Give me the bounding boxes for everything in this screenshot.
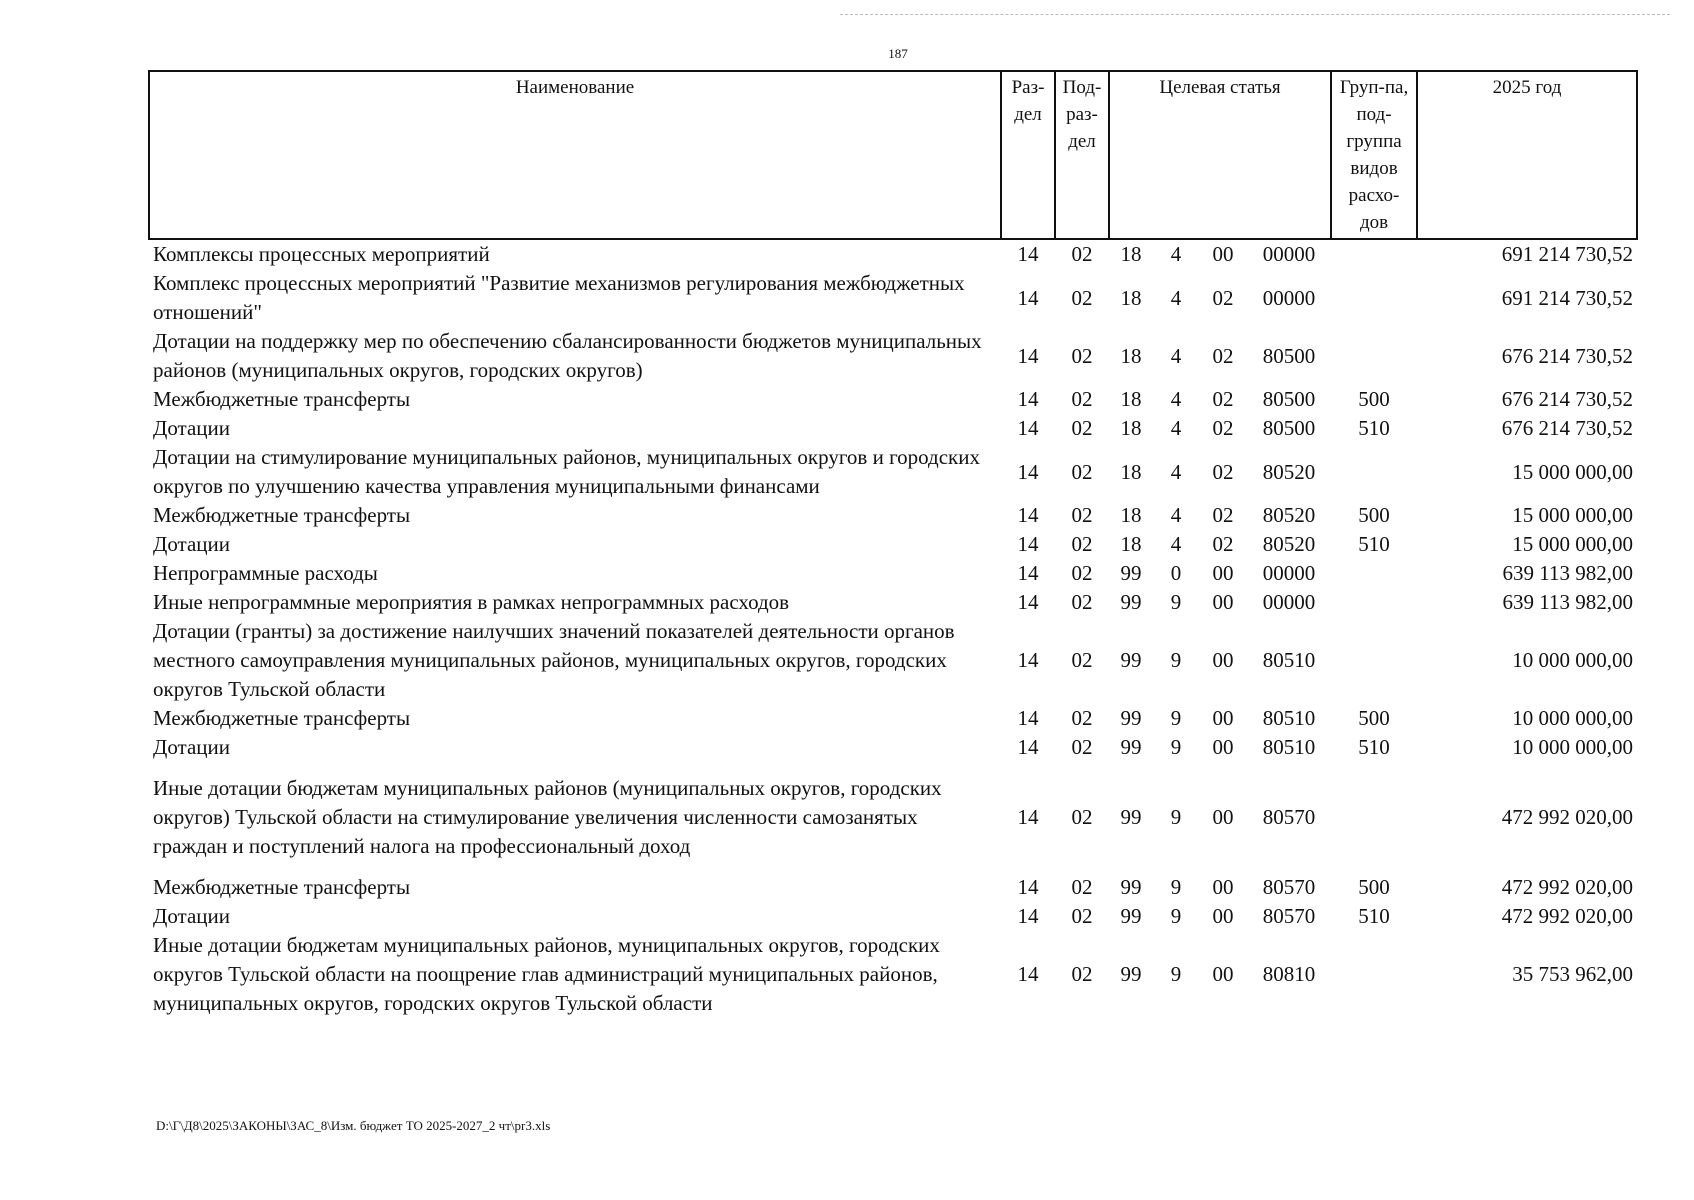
row-target-type: 9 — [1170, 805, 1182, 829]
row-target-direction: 80520 — [1262, 503, 1316, 527]
table-row — [149, 385, 1637, 414]
row-section: 14 — [1017, 503, 1039, 527]
row-target-structure: 00 — [1212, 904, 1234, 928]
row-amount: 691 214 730,52 — [1501, 285, 1634, 310]
row-target-structure: 00 — [1212, 590, 1234, 614]
row-name: Дотации — [153, 416, 231, 440]
row-target-structure: 00 — [1212, 735, 1234, 759]
row-target-program: 99 — [1120, 706, 1142, 730]
row-target-structure: 02 — [1212, 459, 1234, 484]
header-subsection: Под-раз-дел — [1055, 71, 1109, 239]
row-subsection: 02 — [1071, 387, 1093, 411]
row-section: 14 — [1017, 805, 1039, 829]
row-target-type: 4 — [1170, 387, 1182, 411]
table-row — [149, 414, 1637, 443]
row-target-program: 18 — [1120, 387, 1142, 411]
row-target-program: 18 — [1120, 242, 1142, 266]
table-row — [149, 931, 1637, 1018]
row-target-direction: 80500 — [1262, 343, 1316, 368]
row-subsection: 02 — [1071, 285, 1093, 310]
row-amount: 639 113 982,00 — [1502, 561, 1634, 585]
row-target-program: 18 — [1120, 459, 1142, 484]
row-target-structure: 02 — [1212, 343, 1234, 368]
row-name: Иные дотации бюджетам муниципальных районов (муниципальных округов, городских округов) Тульской области на стимулирование увеличения численности самозанятых граждан и поступлений налога на профессиональный доход — [153, 776, 942, 858]
row-target-direction: 80520 — [1262, 532, 1316, 556]
row-expense-group: 500 — [1358, 706, 1390, 730]
row-section: 14 — [1017, 343, 1039, 368]
row-expense-group — [1331, 762, 1417, 873]
row-subsection: 02 — [1071, 706, 1093, 730]
row-name: Комплекс процессных мероприятий "Развитие механизмов регулирования межбюджетных отношений" — [153, 271, 965, 324]
row-target-structure: 02 — [1212, 532, 1234, 556]
row-amount: 639 113 982,00 — [1502, 590, 1634, 614]
table-row — [149, 443, 1637, 501]
table-body — [149, 239, 1637, 1018]
row-target-type: 4 — [1170, 242, 1182, 266]
row-target-type: 4 — [1170, 285, 1182, 310]
row-target-type: 4 — [1170, 532, 1182, 556]
header-expense-group: Груп-па, под-группа видов расхо-дов — [1331, 71, 1417, 239]
row-section: 14 — [1017, 962, 1039, 986]
row-target-program: 99 — [1120, 962, 1142, 986]
row-amount: 10 000 000,00 — [1512, 706, 1634, 730]
row-amount: 472 992 020,00 — [1501, 904, 1634, 928]
row-section: 14 — [1017, 459, 1039, 484]
header-target-item: Целевая статья — [1109, 71, 1331, 239]
table-row — [149, 559, 1637, 588]
row-name: Дотации — [153, 904, 231, 928]
table-row — [149, 617, 1637, 704]
row-target-program: 99 — [1120, 904, 1142, 928]
row-expense-group — [1331, 588, 1417, 617]
scan-artifact-marks — [840, 14, 1670, 19]
row-expense-group — [1331, 559, 1417, 588]
row-name: Дотации (гранты) за достижение наилучших значений показателей деятельности органов местного самоуправления муниципальных районов, муниципальных округов, городских округов Тульской области — [153, 619, 955, 701]
row-target-direction: 80570 — [1262, 805, 1316, 829]
row-subsection: 02 — [1071, 242, 1093, 266]
row-amount: 10 000 000,00 — [1512, 735, 1634, 759]
row-target-direction: 80500 — [1262, 387, 1316, 411]
row-target-program: 18 — [1120, 503, 1142, 527]
header-section: Раз-дел — [1001, 71, 1055, 239]
table-header — [149, 71, 1637, 239]
row-target-direction: 00000 — [1262, 590, 1316, 614]
row-expense-group: 500 — [1358, 387, 1390, 411]
table-row — [149, 704, 1637, 733]
row-amount: 15 000 000,00 — [1512, 459, 1634, 484]
row-target-type: 9 — [1170, 735, 1182, 759]
row-amount: 676 214 730,52 — [1501, 416, 1634, 440]
row-target-structure: 02 — [1212, 387, 1234, 411]
table-row — [149, 762, 1637, 873]
row-target-type: 9 — [1170, 875, 1182, 899]
row-target-direction: 00000 — [1262, 242, 1316, 266]
row-section: 14 — [1017, 387, 1039, 411]
row-target-structure: 00 — [1212, 875, 1234, 899]
row-expense-group — [1331, 617, 1417, 704]
row-target-structure: 00 — [1212, 242, 1234, 266]
row-target-direction: 80510 — [1262, 735, 1316, 759]
row-target-program: 18 — [1120, 343, 1142, 368]
row-target-structure: 00 — [1212, 706, 1234, 730]
row-target-type: 4 — [1170, 416, 1182, 440]
row-target-type: 4 — [1170, 343, 1182, 368]
row-expense-group: 500 — [1358, 503, 1390, 527]
row-name: Непрограммные расходы — [153, 561, 378, 585]
row-target-direction: 00000 — [1262, 285, 1316, 310]
row-name: Дотации на поддержку мер по обеспечению сбалансированности бюджетов муниципальных районов (муниципальных округов, городских округов) — [153, 329, 982, 382]
row-name: Комплексы процессных мероприятий — [153, 242, 490, 266]
table-row — [149, 902, 1637, 931]
budget-table — [148, 70, 1638, 1018]
row-name: Межбюджетные трансферты — [153, 503, 411, 527]
row-subsection: 02 — [1071, 962, 1093, 986]
row-expense-group: 510 — [1358, 904, 1390, 928]
row-target-program: 18 — [1120, 285, 1142, 310]
row-target-program: 99 — [1120, 735, 1142, 759]
row-target-program: 99 — [1120, 561, 1142, 585]
row-target-direction: 80510 — [1262, 706, 1316, 730]
row-subsection: 02 — [1071, 805, 1093, 829]
row-subsection: 02 — [1071, 416, 1093, 440]
row-expense-group — [1331, 327, 1417, 385]
row-target-program: 99 — [1120, 875, 1142, 899]
row-target-direction: 80810 — [1262, 962, 1316, 986]
row-target-type: 9 — [1170, 590, 1182, 614]
row-expense-group — [1331, 269, 1417, 327]
row-target-type: 9 — [1170, 962, 1182, 986]
row-target-direction: 80520 — [1262, 459, 1316, 484]
row-target-type: 9 — [1170, 904, 1182, 928]
row-target-structure: 00 — [1212, 805, 1234, 829]
row-name: Иные непрограммные мероприятия в рамках непрограммных расходов — [153, 590, 790, 614]
page-number: 187 — [888, 46, 908, 61]
table-row — [149, 530, 1637, 559]
row-expense-group: 510 — [1358, 416, 1390, 440]
row-target-structure: 02 — [1212, 416, 1234, 440]
table-row — [149, 873, 1637, 902]
row-target-program: 18 — [1120, 532, 1142, 556]
row-subsection: 02 — [1071, 561, 1093, 585]
row-subsection: 02 — [1071, 459, 1093, 484]
table-row — [149, 327, 1637, 385]
row-name: Дотации — [153, 532, 231, 556]
row-name: Межбюджетные трансферты — [153, 706, 411, 730]
footer-file-path: D:\Г\Д8\2025\ЗАКОНЫ\ЗАС_8\Изм. бюджет ТО 2025-2027_2 чт\pr3.xls — [156, 1118, 551, 1133]
row-target-structure: 00 — [1212, 962, 1234, 986]
row-expense-group: 510 — [1358, 735, 1390, 759]
row-expense-group — [1331, 239, 1417, 269]
row-target-program: 99 — [1120, 590, 1142, 614]
row-section: 14 — [1017, 416, 1039, 440]
row-name: Дотации — [153, 735, 231, 759]
header-name: Наименование — [149, 71, 1001, 239]
row-target-direction: 80570 — [1262, 904, 1316, 928]
row-section: 14 — [1017, 735, 1039, 759]
table-row — [149, 501, 1637, 530]
table-row — [149, 269, 1637, 327]
row-subsection: 02 — [1071, 590, 1093, 614]
row-section: 14 — [1017, 904, 1039, 928]
row-subsection: 02 — [1071, 503, 1093, 527]
row-expense-group: 510 — [1358, 532, 1390, 556]
row-target-direction: 00000 — [1262, 561, 1316, 585]
row-expense-group: 500 — [1358, 875, 1390, 899]
row-target-structure: 00 — [1212, 648, 1234, 672]
table-row — [149, 588, 1637, 617]
row-expense-group — [1331, 931, 1417, 1018]
row-amount: 676 214 730,52 — [1501, 387, 1634, 411]
row-subsection: 02 — [1071, 875, 1093, 899]
row-amount: 15 000 000,00 — [1512, 532, 1634, 556]
row-section: 14 — [1017, 532, 1039, 556]
row-section: 14 — [1017, 648, 1039, 672]
row-name: Иные дотации бюджетам муниципальных районов, муниципальных округов, городских округов Тульской области на поощрение глав администраций муниципальных районов, муниципальных округов, городских округов Тульской области — [153, 933, 940, 1015]
row-target-structure: 02 — [1212, 503, 1234, 527]
row-subsection: 02 — [1071, 904, 1093, 928]
row-subsection: 02 — [1071, 343, 1093, 368]
table-row — [149, 239, 1637, 269]
row-amount: 691 214 730,52 — [1501, 242, 1634, 266]
row-amount: 35 753 962,00 — [1512, 962, 1634, 986]
row-amount: 472 992 020,00 — [1501, 875, 1634, 899]
row-target-type: 9 — [1170, 706, 1182, 730]
row-target-type: 0 — [1170, 561, 1182, 585]
row-amount: 10 000 000,00 — [1512, 648, 1634, 672]
row-section: 14 — [1017, 706, 1039, 730]
row-target-program: 18 — [1120, 416, 1142, 440]
header-row — [149, 71, 1637, 239]
row-target-type: 9 — [1170, 648, 1182, 672]
row-target-direction: 80570 — [1262, 875, 1316, 899]
row-section: 14 — [1017, 561, 1039, 585]
row-section: 14 — [1017, 875, 1039, 899]
row-target-structure: 00 — [1212, 561, 1234, 585]
row-subsection: 02 — [1071, 648, 1093, 672]
row-target-direction: 80500 — [1262, 416, 1316, 440]
row-section: 14 — [1017, 285, 1039, 310]
row-target-program: 99 — [1120, 648, 1142, 672]
row-target-type: 4 — [1170, 459, 1182, 484]
row-name: Дотации на стимулирование муниципальных районов, муниципальных округов и городских округов по улучшению качества управления муниципальными финансами — [153, 445, 980, 498]
row-name: Межбюджетные трансферты — [153, 875, 411, 899]
header-year: 2025 год — [1417, 71, 1637, 239]
row-amount: 15 000 000,00 — [1512, 503, 1634, 527]
row-amount: 472 992 020,00 — [1501, 805, 1634, 829]
row-target-type: 4 — [1170, 503, 1182, 527]
row-subsection: 02 — [1071, 735, 1093, 759]
row-section: 14 — [1017, 242, 1039, 266]
row-target-program: 99 — [1120, 805, 1142, 829]
row-target-structure: 02 — [1212, 285, 1234, 310]
row-target-direction: 80510 — [1262, 648, 1316, 672]
row-subsection: 02 — [1071, 532, 1093, 556]
row-expense-group — [1331, 443, 1417, 501]
row-section: 14 — [1017, 590, 1039, 614]
row-amount: 676 214 730,52 — [1501, 343, 1634, 368]
row-name: Межбюджетные трансферты — [153, 387, 411, 411]
table-row — [149, 733, 1637, 762]
